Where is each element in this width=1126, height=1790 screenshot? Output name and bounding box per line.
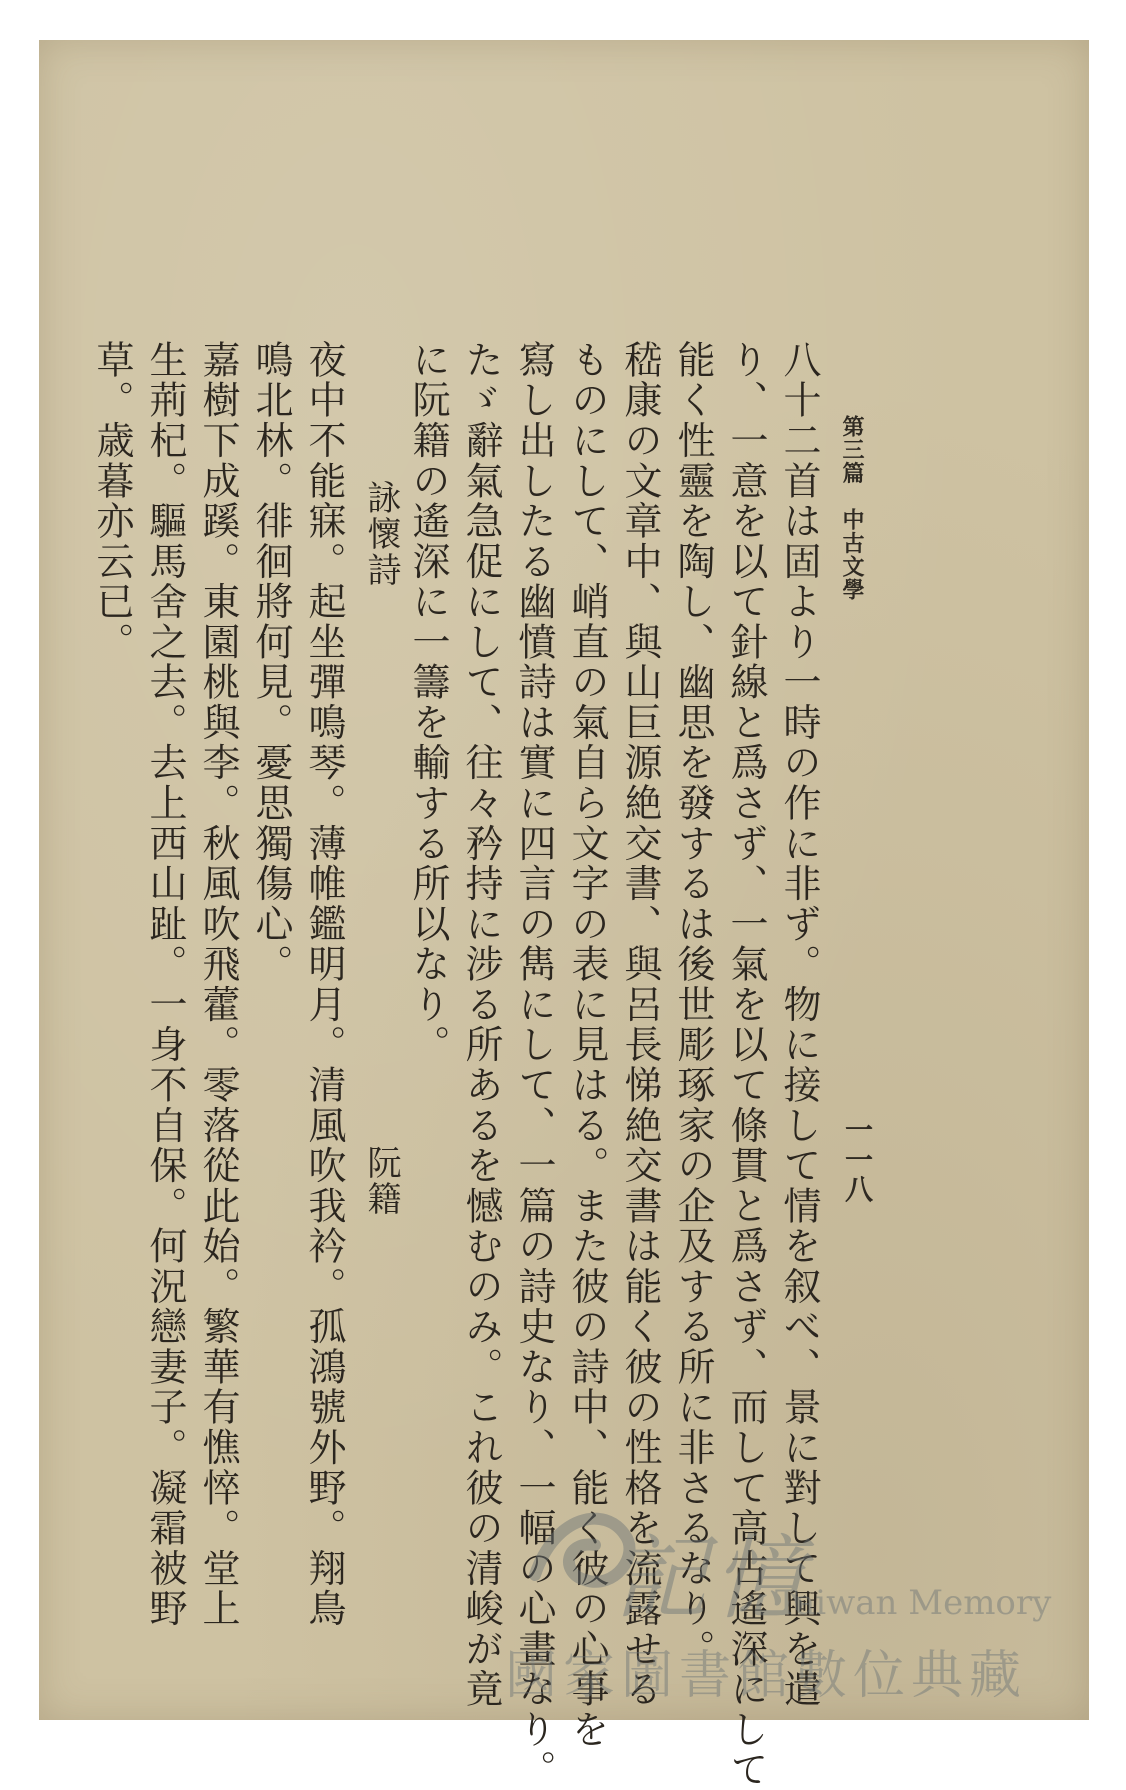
- watermark-text: 記憶: [615, 1525, 812, 1632]
- book-page: [39, 40, 1089, 1790]
- page-number: 一一八: [841, 1115, 874, 1205]
- body-column-3: 能く性靈を陶し、幽思を發するは後世彫琢家の企及する所に非さるなり。: [671, 340, 715, 1670]
- poem-line-3: 嘉樹下成蹊。東園桃與李。秋風吹飛藿。零落從此始。繁華有憔悴。堂上: [196, 340, 240, 1629]
- chapter-header: 第三篇 中古文學: [839, 415, 865, 602]
- body-column-2: り、一意を以て針線と爲さず、一氣を以て條貫と爲さず、而して高古遙深にして: [724, 340, 768, 1790]
- body-column-4: 嵇康の文章中、與山巨源絶交書、與呂長悌絶交書は能く彼の性格を流露せる: [618, 340, 662, 1710]
- poem-title: 詠懷詩: [361, 480, 401, 589]
- body-column-6: 寫し出したる幽憤詩は實に四言の雋にして、一篇の詩史なり、一幅の心畫なり。: [512, 340, 556, 1790]
- watermark-chinese: 國家圖書館數位典藏: [505, 1646, 1028, 1706]
- poem-author: 阮籍: [361, 1145, 401, 1218]
- body-column-8: に阮籍の遙深に一籌を輸する所以なり。: [406, 340, 450, 1066]
- body-column-7: たゞ辭氣急促にして、往々矜持に涉る所あるを憾むのみ。これ彼の清峻が竟: [459, 340, 503, 1710]
- body-column-1: 八十二首は固より一時の作に非ず。物に接して情を叙べ、景に對して興を遣: [777, 340, 821, 1710]
- poem-line-5: 草。歳暮亦云已。: [90, 340, 134, 663]
- watermark-logo: [505, 1505, 1065, 1706]
- poem-line-2: 鳴北林。徘徊將何見。憂思獨傷心。: [249, 340, 293, 985]
- poem-line-1: 夜中不能寐。起坐彈鳴琴。薄帷鑑明月。清風吹我衿。孤鴻號外野。翔鳥: [302, 340, 346, 1629]
- poem-line-4: 生荊杞。驅馬舍之去。去上西山趾。一身不自保。何況戀妻子。凝霜被野: [143, 340, 187, 1629]
- body-column-5: ものにして、峭直の氣自ら文字の表に見はる。また彼の詩中、能く彼の心事を: [565, 340, 609, 1750]
- watermark-english: Taiwan Memory: [775, 1583, 1052, 1623]
